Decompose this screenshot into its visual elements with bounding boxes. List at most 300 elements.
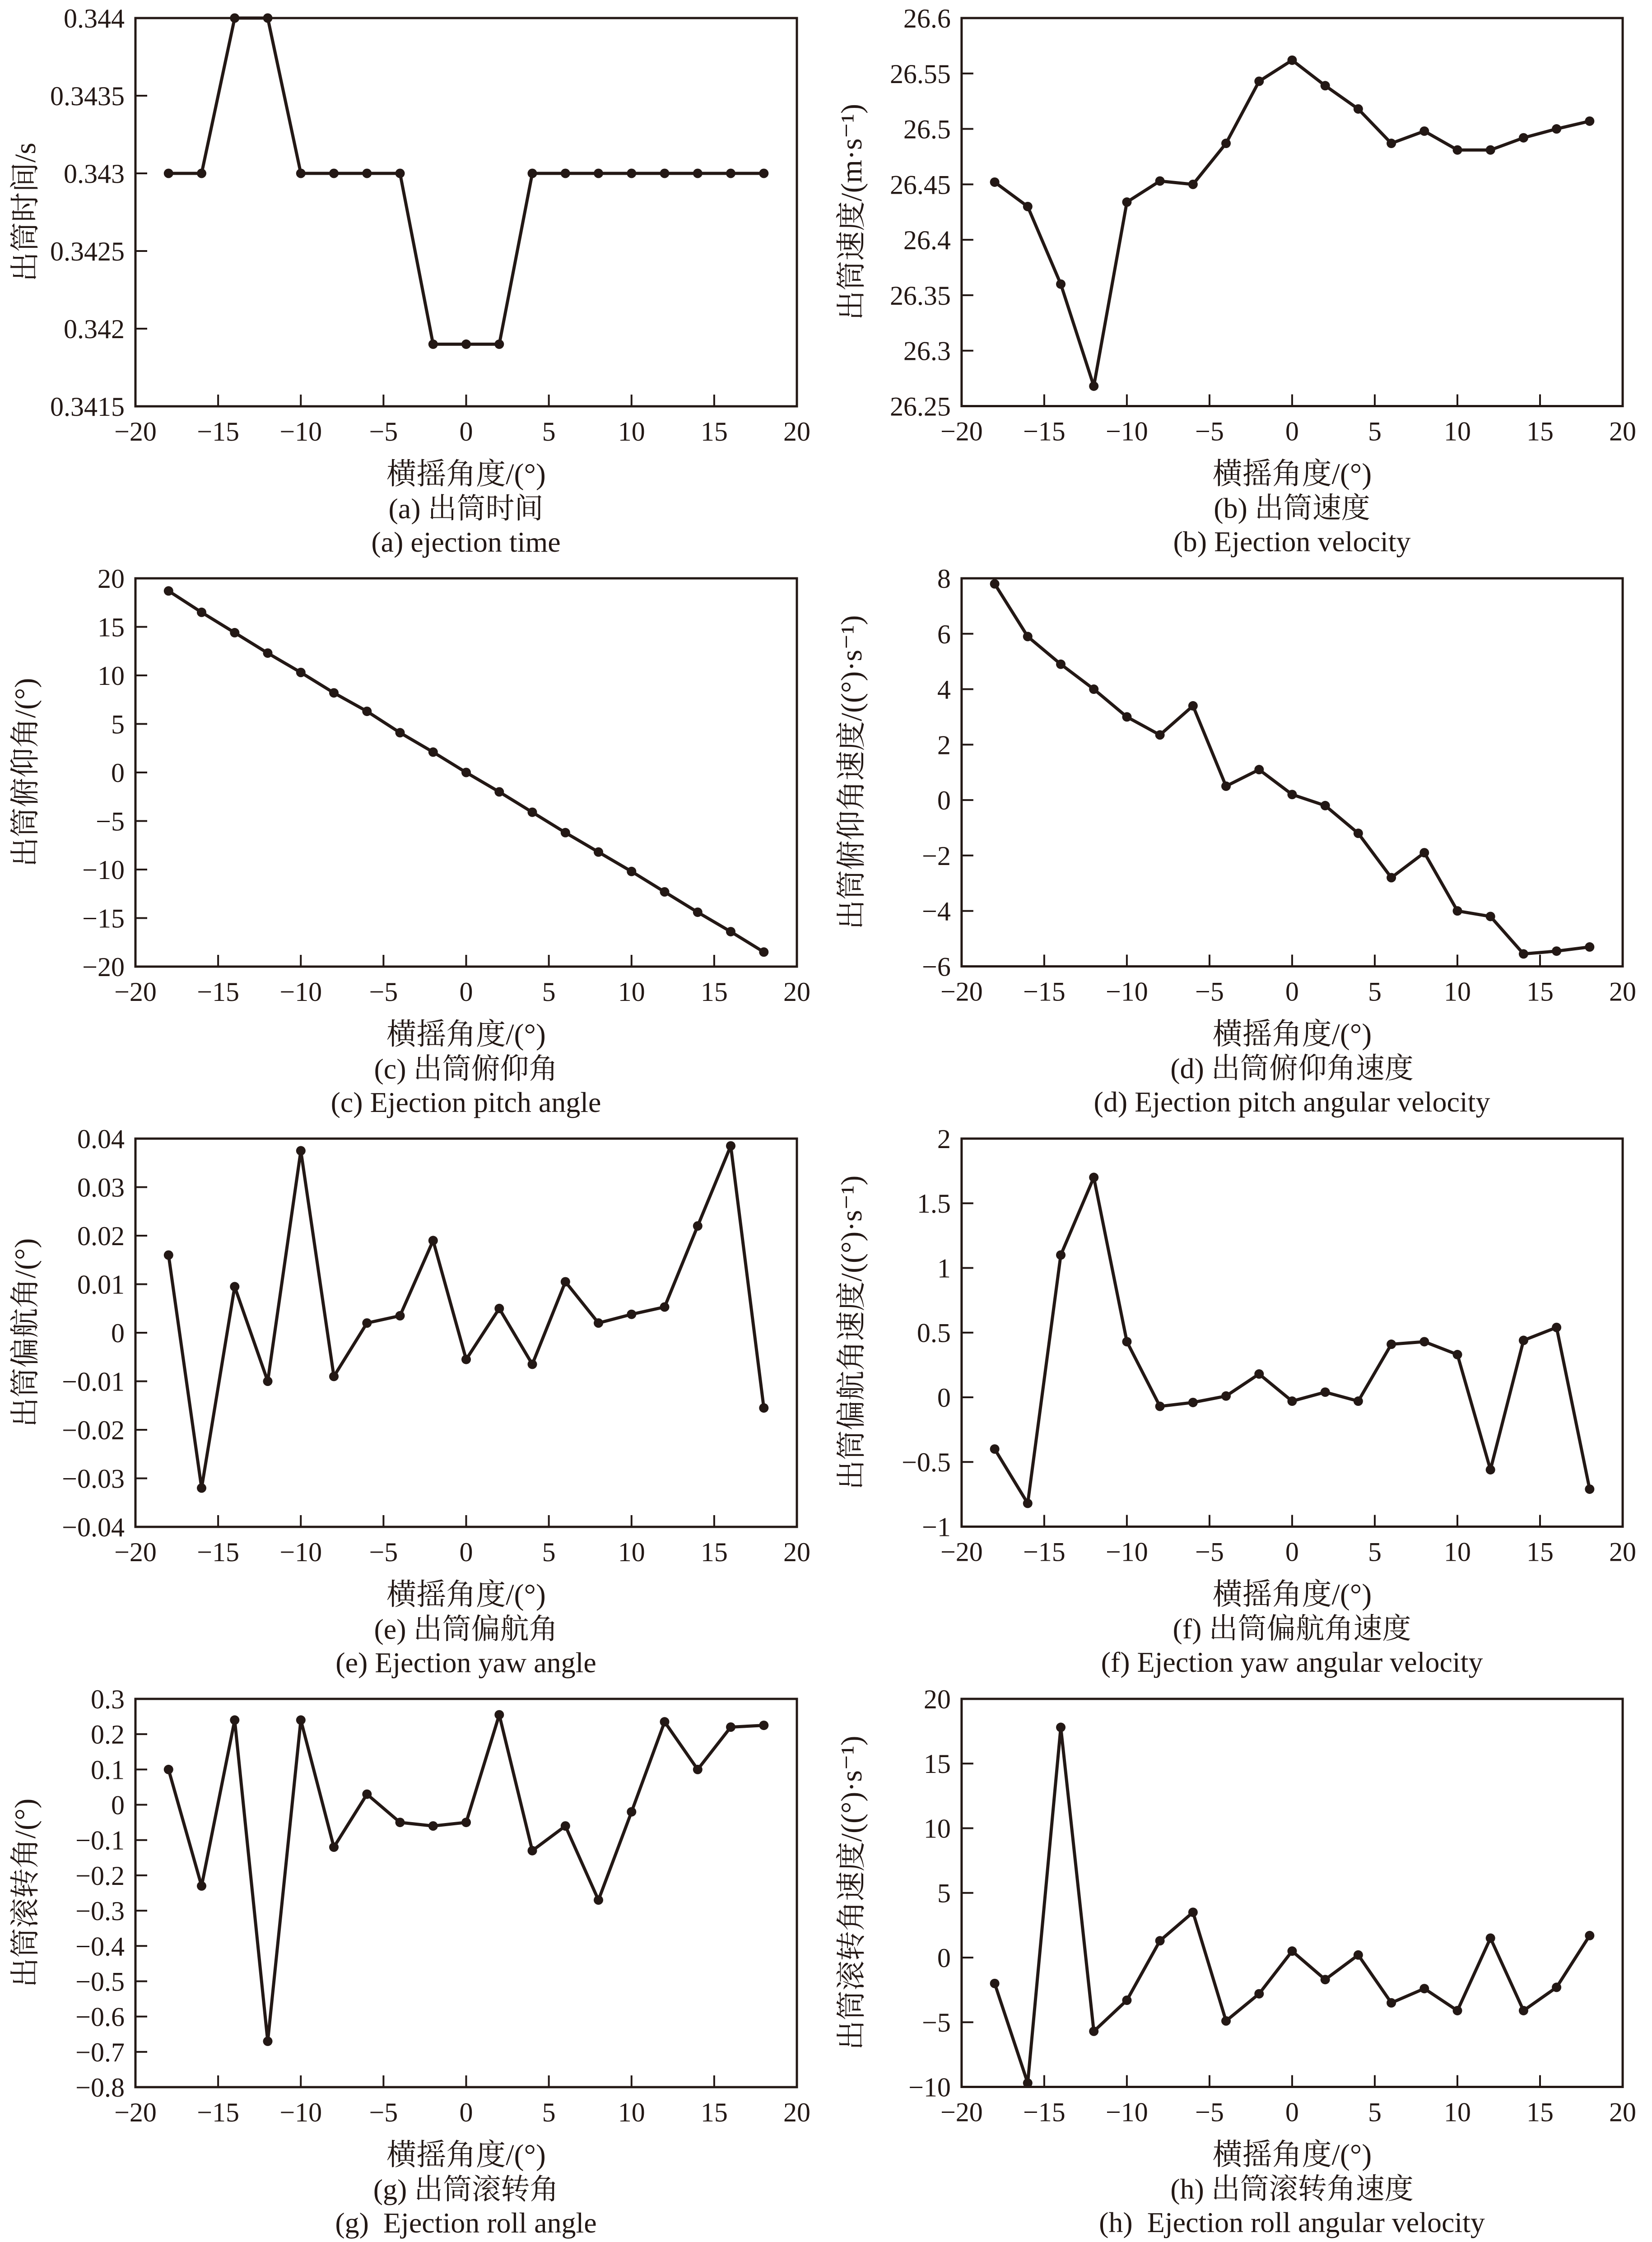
data-point (164, 586, 173, 595)
chart-d-captions (879, 1052, 1652, 1119)
data-point (660, 1302, 670, 1312)
data-point (1056, 279, 1066, 289)
x-tick-label: −20 (940, 977, 983, 1007)
x-tick-label: 0 (459, 417, 473, 447)
data-point (329, 169, 339, 178)
x-tick-label: 15 (700, 417, 728, 447)
data-line (995, 60, 1590, 386)
y-tick-label: 2 (937, 1124, 951, 1154)
y-tick-label: −0.1 (75, 1825, 125, 1856)
data-point (1056, 660, 1066, 669)
chart-a-plot (0, 0, 826, 492)
y-tick-label: 26.45 (889, 170, 951, 200)
data-point (594, 1895, 603, 1905)
data-point (1221, 781, 1231, 791)
data-point (263, 2037, 273, 2046)
chart-f-caption-en: (f) Ejection yaw angular velocity (1101, 1646, 1483, 1679)
plot-border (135, 1699, 797, 2087)
x-tick-label: −15 (197, 977, 240, 1007)
y-tick-label: 26.55 (889, 59, 951, 89)
data-point (164, 169, 173, 178)
chart-g-plot (0, 1681, 826, 2173)
chart-cell-c (0, 560, 826, 1121)
x-axis-title: 横摇角度/(°) (386, 458, 546, 491)
x-axis-title: 横摇角度/(°) (386, 1018, 546, 1051)
x-axis-title: 横摇角度/(°) (386, 2139, 546, 2172)
data-point (660, 1717, 670, 1726)
plot-border (135, 1139, 797, 1527)
x-axis (114, 395, 810, 447)
y-tick-label: 20 (98, 564, 125, 594)
x-tick-label: −5 (1195, 1537, 1224, 1567)
data-point (263, 1377, 273, 1386)
data-point (1585, 1484, 1594, 1494)
data-point (1287, 56, 1297, 65)
data-points (164, 1141, 769, 1493)
y-tick-label: 0.5 (917, 1318, 951, 1348)
chart-c-caption-cn: (c) 出筒俯仰角 (374, 1053, 558, 1085)
data-point (1387, 1998, 1396, 2008)
chart-d-plot (826, 560, 1652, 1052)
data-point (561, 1277, 570, 1287)
data-point (1254, 1989, 1264, 1999)
x-tick-label: 5 (1368, 977, 1382, 1007)
x-axis-title: 横摇角度/(°) (1212, 2138, 1372, 2172)
data-point (1155, 1936, 1165, 1945)
x-tick-label: 10 (1444, 977, 1471, 1007)
data-point (1089, 2027, 1098, 2036)
y-axis-title: 出筒偏航角速度/((°)·s⁻¹) (835, 1175, 868, 1490)
data-point (329, 1372, 339, 1381)
data-point (726, 169, 735, 178)
data-point (1387, 139, 1396, 148)
chart-b-plot (826, 0, 1652, 492)
data-point (1585, 1931, 1594, 1940)
data-point (726, 927, 735, 936)
y-tick-label: −0.5 (75, 1967, 125, 1997)
data-point (428, 1236, 438, 1245)
data-point (528, 1846, 537, 1856)
y-tick-label: 8 (937, 563, 951, 594)
x-tick-label: −20 (940, 2097, 983, 2127)
x-tick-label: 10 (1444, 416, 1471, 447)
x-tick-label: −15 (1023, 1537, 1066, 1567)
x-tick-label: −15 (197, 1537, 240, 1567)
data-point (1188, 1398, 1198, 1407)
x-tick-label: 20 (783, 2098, 810, 2127)
chart-e-captions (53, 1613, 826, 1679)
y-tick-label: −0.8 (75, 2073, 125, 2102)
y-tick-label: 0.3435 (50, 81, 125, 111)
y-tick-label: −0.02 (62, 1415, 125, 1445)
data-point (1419, 126, 1429, 136)
chart-d-caption-en: (d) Ejection pitch angular velocity (1094, 1086, 1490, 1118)
y-tick-label: 0.02 (77, 1221, 125, 1251)
data-point (1254, 1369, 1264, 1379)
data-point (1254, 77, 1264, 86)
chart-cell-a (0, 0, 826, 560)
x-tick-label: −5 (1195, 2097, 1224, 2127)
data-point (230, 1282, 239, 1291)
y-tick-label: 0 (937, 1382, 951, 1413)
y-tick-label: −5 (922, 2008, 951, 2038)
data-line (995, 1177, 1590, 1503)
y-tick-label: −2 (922, 841, 951, 871)
data-point (759, 947, 768, 957)
y-tick-label: 26.35 (889, 280, 951, 311)
x-tick-label: −20 (114, 2098, 157, 2127)
data-point (494, 340, 504, 349)
chart-b-caption-en: (b) Ejection velocity (1173, 526, 1411, 558)
data-point (396, 728, 405, 737)
y-tick-label: 10 (923, 1814, 951, 1844)
x-tick-label: −5 (369, 417, 398, 447)
data-point (693, 169, 703, 178)
y-axis (50, 4, 147, 422)
x-tick-label: 15 (700, 1537, 728, 1567)
data-point (1519, 133, 1528, 143)
x-axis (940, 2075, 1636, 2127)
chart-a-caption-en: (a) ejection time (371, 526, 561, 558)
x-tick-label: −10 (279, 417, 322, 447)
data-point (1585, 116, 1594, 126)
y-tick-label: −0.5 (902, 1447, 951, 1478)
x-tick-label: 20 (783, 1537, 810, 1567)
y-axis-title: 出筒速度/(m·s⁻¹) (835, 103, 868, 321)
y-tick-label: −0.3 (75, 1896, 125, 1926)
y-tick-label: 15 (923, 1749, 951, 1779)
data-line (995, 1727, 1590, 2083)
x-tick-label: −20 (114, 1537, 157, 1567)
x-tick-label: 5 (1368, 2097, 1382, 2127)
x-tick-label: −20 (940, 416, 983, 447)
data-point (1419, 848, 1429, 857)
x-tick-label: 15 (1526, 1537, 1554, 1567)
data-point (461, 1818, 471, 1827)
x-tick-label: −10 (279, 977, 322, 1007)
data-points (164, 14, 769, 349)
data-point (461, 1355, 471, 1364)
x-tick-label: −20 (114, 417, 157, 447)
y-tick-label: 10 (98, 661, 125, 691)
data-point (1287, 1946, 1297, 1956)
y-axis-title: 出筒滚转角/(°) (9, 1798, 42, 1988)
data-point (1453, 906, 1462, 916)
data-point (990, 177, 1000, 187)
x-tick-label: −15 (1023, 2097, 1066, 2127)
data-point (1486, 912, 1495, 921)
x-tick-label: −15 (1023, 977, 1066, 1007)
x-axis (940, 955, 1636, 1007)
data-point (693, 1221, 703, 1231)
chart-b-captions (879, 492, 1652, 558)
data-point (726, 1722, 735, 1732)
x-tick-label: 0 (459, 977, 473, 1007)
data-point (1585, 942, 1594, 952)
plot-border (962, 18, 1623, 406)
y-tick-label: −5 (96, 806, 125, 837)
data-point (1023, 632, 1033, 641)
chart-h-captions (879, 2172, 1652, 2239)
data-point (296, 169, 306, 178)
data-point (329, 688, 339, 698)
data-point (1188, 180, 1198, 189)
y-tick-label: −10 (908, 2072, 951, 2102)
chart-h-caption-en: (h) Ejection roll angular velocity (1099, 2206, 1485, 2239)
data-point (1387, 1340, 1396, 1349)
y-tick-label: 6 (937, 619, 951, 649)
x-tick-label: −5 (369, 2098, 398, 2127)
y-tick-label: 0.2 (91, 1720, 125, 1750)
plot-border (962, 1139, 1623, 1527)
y-tick-label: 0.3 (91, 1684, 125, 1714)
data-point (627, 169, 636, 178)
y-tick-label: 2 (937, 730, 951, 760)
data-point (494, 1304, 504, 1313)
data-point (1155, 730, 1165, 740)
data-point (197, 608, 206, 617)
data-point (1089, 684, 1098, 694)
x-tick-label: 5 (542, 977, 556, 1007)
data-point (1188, 701, 1198, 711)
x-tick-label: 10 (618, 1537, 645, 1567)
x-tick-label: 15 (1526, 2097, 1554, 2127)
data-point (1155, 176, 1165, 186)
y-axis-title: 出筒时间/s (9, 142, 42, 282)
data-point (1122, 1995, 1131, 2005)
data-point (296, 1146, 306, 1155)
y-tick-label: 0.04 (77, 1124, 125, 1154)
y-tick-label: −0.6 (75, 2002, 125, 2032)
y-tick-label: 0.342 (64, 314, 125, 344)
chart-g-caption-en: (g) Ejection roll angle (335, 2207, 597, 2239)
data-point (1552, 1323, 1561, 1332)
data-point (627, 1310, 636, 1319)
y-tick-label: 0.01 (77, 1270, 125, 1300)
data-point (494, 1710, 504, 1720)
x-tick-label: −10 (279, 1537, 322, 1567)
chart-h-plot (826, 1681, 1652, 2172)
y-tick-label: −20 (82, 952, 125, 982)
y-tick-label: 1 (937, 1253, 951, 1284)
data-point (1023, 1498, 1033, 1508)
x-tick-label: 0 (1285, 977, 1299, 1007)
chart-cell-b (826, 0, 1652, 560)
data-points (164, 1710, 769, 2046)
data-point (1486, 1933, 1495, 1943)
x-tick-label: −15 (197, 2098, 240, 2127)
x-axis (114, 1515, 810, 1567)
x-tick-label: −10 (1106, 977, 1148, 1007)
x-tick-label: 20 (783, 417, 810, 447)
x-tick-label: −5 (1195, 977, 1224, 1007)
plot-border (962, 1699, 1623, 2087)
data-point (1056, 1723, 1066, 1732)
y-axis-title: 出筒滚转角速度/((°)·s⁻¹) (835, 1735, 868, 2050)
data-point (1552, 124, 1561, 134)
y-tick-label: 0.3425 (50, 237, 125, 266)
y-tick-label: 5 (937, 1878, 951, 1908)
data-line (168, 1715, 764, 2041)
data-point (1089, 1172, 1098, 1182)
x-tick-label: −5 (1195, 416, 1224, 447)
data-point (528, 169, 537, 178)
data-point (1419, 1984, 1429, 1993)
data-point (1354, 1950, 1363, 1960)
data-point (1552, 946, 1561, 956)
y-tick-label: 20 (923, 1684, 951, 1714)
y-axis (922, 564, 973, 982)
data-point (1221, 1391, 1231, 1401)
data-point (1221, 2016, 1231, 2026)
data-point (263, 648, 273, 658)
x-tick-label: −20 (940, 1537, 983, 1567)
y-tick-label: 0 (111, 758, 125, 788)
data-point (990, 1979, 1000, 1988)
chart-cell-f (826, 1121, 1652, 1681)
data-point (1287, 790, 1297, 799)
x-tick-label: 20 (783, 977, 810, 1007)
data-point (1354, 104, 1363, 114)
data-point (660, 169, 670, 178)
x-axis-title: 横摇角度/(°) (1212, 1578, 1372, 1611)
x-tick-label: 20 (1609, 1537, 1637, 1567)
data-point (759, 1721, 768, 1730)
x-axis (940, 395, 1636, 447)
chart-b-caption-cn: (b) 出筒速度 (1214, 492, 1370, 525)
data-point (428, 747, 438, 757)
y-tick-label: 26.4 (903, 225, 951, 256)
y-axis-title: 出筒俯仰角/(°) (9, 678, 42, 867)
data-point (1419, 1337, 1429, 1346)
x-axis (114, 955, 810, 1007)
data-point (197, 1881, 206, 1891)
x-tick-label: 0 (459, 2098, 473, 2127)
chart-cell-g (0, 1681, 826, 2241)
chart-cell-e (0, 1121, 826, 1681)
data-point (759, 1403, 768, 1413)
x-tick-label: 20 (1609, 977, 1637, 1007)
x-tick-label: 15 (1526, 977, 1554, 1007)
x-tick-label: 5 (1368, 1537, 1382, 1567)
y-tick-label: −0.2 (75, 1861, 125, 1891)
x-axis (940, 1515, 1636, 1567)
chart-f-plot (826, 1121, 1652, 1612)
data-point (759, 169, 768, 178)
x-tick-label: 10 (1444, 1537, 1471, 1567)
data-points (990, 579, 1595, 959)
data-point (990, 1444, 1000, 1454)
y-tick-label: 0.344 (64, 4, 125, 33)
data-point (1486, 1465, 1495, 1475)
data-point (428, 340, 438, 349)
y-tick-label: 0.1 (91, 1755, 125, 1785)
data-point (726, 1141, 735, 1151)
x-tick-label: 10 (1444, 2097, 1471, 2127)
x-tick-label: 0 (1285, 416, 1299, 447)
x-tick-label: 15 (700, 2098, 728, 2127)
data-point (561, 169, 570, 178)
x-tick-label: −10 (279, 2098, 322, 2127)
y-tick-label: 4 (937, 674, 951, 705)
y-tick-label: 1.5 (917, 1189, 951, 1219)
chart-c-caption-en: (c) Ejection pitch angle (330, 1086, 601, 1118)
data-point (362, 1790, 372, 1799)
data-point (494, 787, 504, 797)
y-tick-label: −6 (922, 952, 951, 982)
data-point (1453, 145, 1462, 155)
data-point (594, 169, 603, 178)
data-point (1321, 1975, 1330, 1984)
x-tick-label: −15 (197, 417, 240, 447)
y-tick-label: 0.03 (77, 1172, 125, 1203)
data-points (990, 1172, 1595, 1508)
y-tick-label: −4 (922, 896, 951, 926)
x-axis-title: 横摇角度/(°) (1212, 457, 1372, 491)
data-point (561, 828, 570, 837)
data-line (995, 584, 1590, 954)
data-line (168, 18, 764, 344)
chart-f-caption-cn: (f) 出筒偏航角速度 (1173, 1613, 1411, 1645)
data-point (230, 1715, 239, 1725)
y-tick-label: 0 (111, 1318, 125, 1348)
data-point (1122, 1337, 1131, 1346)
chart-c-captions (53, 1052, 826, 1119)
data-point (693, 907, 703, 917)
data-point (197, 169, 206, 178)
data-point (1519, 2006, 1528, 2015)
data-point (230, 14, 239, 23)
data-point (1387, 873, 1396, 883)
y-tick-label: 0.3415 (50, 392, 125, 422)
data-point (296, 668, 306, 677)
data-point (1023, 202, 1033, 211)
x-tick-label: −15 (1023, 416, 1066, 447)
data-point (528, 1359, 537, 1369)
data-point (627, 867, 636, 876)
data-point (362, 707, 372, 716)
data-point (1321, 801, 1330, 810)
x-tick-label: 20 (1609, 416, 1637, 447)
data-point (396, 169, 405, 178)
y-tick-label: 15 (98, 612, 125, 642)
data-point (1122, 197, 1131, 207)
data-point (362, 169, 372, 178)
data-point (1221, 139, 1231, 148)
data-line (168, 1146, 764, 1488)
chart-f-captions (879, 1612, 1652, 1679)
x-tick-label: −5 (369, 1537, 398, 1567)
data-point (164, 1251, 173, 1260)
x-tick-label: 20 (1609, 2097, 1637, 2127)
data-point (1519, 1335, 1528, 1345)
chart-a-caption-cn: (a) 出筒时间 (388, 493, 544, 525)
x-tick-label: 10 (618, 417, 645, 447)
data-point (1519, 949, 1528, 958)
data-point (329, 1842, 339, 1852)
y-tick-label: −10 (82, 855, 125, 885)
data-point (1287, 1396, 1297, 1406)
chart-e-caption-cn: (e) 出筒偏航角 (374, 1613, 558, 1645)
data-point (1089, 381, 1098, 391)
data-point (1354, 1396, 1363, 1406)
y-tick-label: −0.03 (62, 1464, 125, 1494)
x-tick-label: 5 (542, 417, 556, 447)
y-tick-label: 26.25 (889, 391, 951, 422)
data-point (1321, 1387, 1330, 1397)
x-tick-label: 0 (1285, 2097, 1299, 2127)
y-tick-label: −15 (82, 903, 125, 934)
